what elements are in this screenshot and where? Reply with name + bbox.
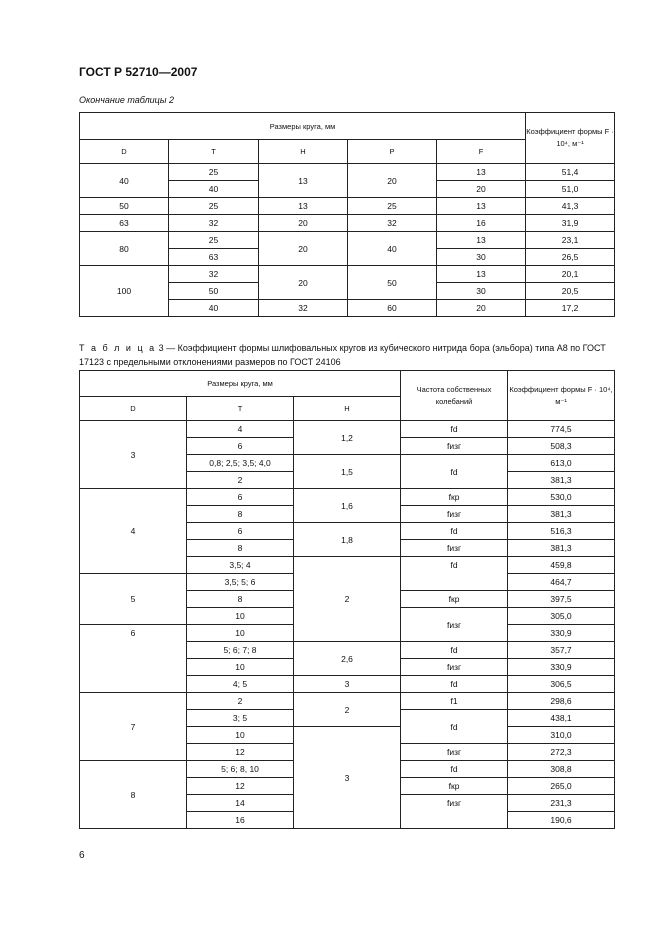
cell: 3; 5 [187, 710, 294, 727]
cell: 5; 6; 7; 8 [187, 642, 294, 659]
cell: 774,5 [508, 421, 615, 438]
t2-col-f: F [437, 140, 526, 164]
t3-group-header: Размеры круга, мм [80, 371, 401, 397]
cell: 1,5 [294, 455, 401, 489]
cell: 63 [80, 215, 169, 232]
cell: 7 [80, 693, 187, 761]
cell: 2,6 [294, 642, 401, 676]
table-row [80, 489, 615, 506]
table-row [80, 421, 615, 438]
cell: 16 [187, 812, 294, 829]
cell: 330,9 [508, 659, 615, 676]
cell: f1 [401, 693, 508, 710]
table-row [80, 232, 615, 249]
cell: 3 [294, 727, 401, 829]
cell: 438,1 [508, 710, 615, 727]
cell: 6 [80, 625, 187, 693]
cell: 8 [187, 506, 294, 523]
cell: 60 [348, 300, 437, 317]
table-row [80, 266, 615, 283]
cell: 3 [80, 421, 187, 489]
cell: 40 [169, 181, 259, 198]
cell: 10 [187, 727, 294, 744]
cell: 13 [437, 232, 526, 249]
cell: 2 [187, 472, 294, 489]
cell: 3,5; 5; 6 [187, 574, 294, 591]
cell: 32 [169, 266, 259, 283]
cell: 8 [80, 761, 187, 829]
cell: 20 [437, 181, 526, 198]
cell: fd [401, 557, 508, 591]
cell: 516,3 [508, 523, 615, 540]
t2-col-t: T [169, 140, 259, 164]
cell: 5; 6; 8, 10 [187, 761, 294, 778]
cell: fd [401, 421, 508, 438]
cell: 31,9 [526, 215, 615, 232]
table-row [80, 164, 615, 181]
t2-col-p: P [348, 140, 437, 164]
cell: 231,3 [508, 795, 615, 812]
cell: fкр [401, 778, 508, 795]
cell: 2 [187, 693, 294, 710]
cell: 23,1 [526, 232, 615, 249]
cell: 4 [80, 489, 187, 574]
cell: 25 [169, 164, 259, 181]
table3-caption-text: 3 — Коэффициент формы шлифовальных кругов из кубического нитрида бора (эльбора) типа А8 по ГОСТ 17123 с предельными отклонениями размеров по ГОСТ 24106 [79, 343, 606, 367]
table2-caption: Окончание таблицы 2 [79, 95, 174, 105]
cell: 613,0 [508, 455, 615, 472]
cell: fизг [401, 540, 508, 557]
cell: 298,6 [508, 693, 615, 710]
cell: 26,5 [526, 249, 615, 266]
cell: 13 [437, 266, 526, 283]
table3-caption [79, 341, 614, 369]
cell: 10 [187, 625, 294, 642]
cell: 272,3 [508, 744, 615, 761]
cell: fd [401, 455, 508, 489]
cell: 4; 5 [187, 676, 294, 693]
cell: 6 [187, 523, 294, 540]
cell: 13 [259, 198, 348, 215]
cell: 310,0 [508, 727, 615, 744]
cell: 80 [80, 232, 169, 266]
table-row [80, 198, 615, 215]
t2-group-header: Размеры круга, мм [80, 113, 526, 140]
cell: 330,9 [508, 625, 615, 642]
cell: 381,3 [508, 540, 615, 557]
t3-col-t: T [187, 397, 294, 421]
cell: 5 [80, 574, 187, 625]
cell: 305,0 [508, 608, 615, 625]
t3-col-d: D [80, 397, 187, 421]
table3-caption-lead: Т а б л и ц а [79, 343, 157, 353]
document-code: ГОСТ Р 52710—2007 [79, 65, 198, 79]
cell: 381,3 [508, 472, 615, 489]
table-row [80, 693, 615, 710]
cell: 63 [169, 249, 259, 266]
cell: 13 [259, 164, 348, 198]
cell: fd [401, 761, 508, 778]
cell: 14 [187, 795, 294, 812]
cell: fd [401, 642, 508, 659]
cell: 32 [348, 215, 437, 232]
cell: 16 [437, 215, 526, 232]
cell: 530,0 [508, 489, 615, 506]
cell: 50 [169, 283, 259, 300]
t2-col-h: H [259, 140, 348, 164]
cell: 25 [348, 198, 437, 215]
cell: 13 [437, 198, 526, 215]
cell: 464,7 [508, 574, 615, 591]
cell: fd [401, 676, 508, 693]
cell: 20,1 [526, 266, 615, 283]
cell: 190,6 [508, 812, 615, 829]
cell: 2 [294, 557, 401, 642]
cell: 308,8 [508, 761, 615, 778]
cell: fd [401, 523, 508, 540]
cell: 4 [187, 421, 294, 438]
cell: 1,6 [294, 489, 401, 523]
cell: 17,2 [526, 300, 615, 317]
t2-coef-header: Коэффициент формы F · 10⁴, м⁻¹ [526, 113, 615, 164]
cell: 20 [437, 300, 526, 317]
cell: 2 [294, 693, 401, 727]
t3-coef-header: Коэффициент формы F · 10⁴, м⁻¹ [508, 371, 615, 421]
cell: 6 [187, 438, 294, 455]
cell: 41,3 [526, 198, 615, 215]
cell: 50 [348, 266, 437, 300]
cell: 1,2 [294, 421, 401, 455]
t3-freq-header: Частота собственных колебаний [401, 371, 508, 421]
cell: fизг [401, 659, 508, 676]
cell: 306,5 [508, 676, 615, 693]
cell: 8 [187, 591, 294, 608]
cell: 12 [187, 744, 294, 761]
cell: 30 [437, 283, 526, 300]
cell: 508,3 [508, 438, 615, 455]
cell: 8 [187, 540, 294, 557]
cell: 0,8; 2,5; 3,5; 4,0 [187, 455, 294, 472]
cell: 12 [187, 778, 294, 795]
t3-col-h: H [294, 397, 401, 421]
cell: 10 [187, 659, 294, 676]
cell: 51,4 [526, 164, 615, 181]
cell: 40 [80, 164, 169, 198]
cell: fизг [401, 506, 508, 523]
cell: fизг [401, 795, 508, 829]
cell: 50 [80, 198, 169, 215]
t2-col-d: D [80, 140, 169, 164]
cell: 100 [80, 266, 169, 317]
cell: 20 [348, 164, 437, 198]
cell: fизг [401, 608, 508, 642]
cell: 265,0 [508, 778, 615, 795]
cell: 32 [259, 300, 348, 317]
cell: fd [401, 710, 508, 744]
cell: 25 [169, 232, 259, 249]
cell: 40 [169, 300, 259, 317]
cell: 20 [259, 215, 348, 232]
cell: 20 [259, 232, 348, 266]
page-number: 6 [79, 850, 85, 861]
cell: 6 [187, 489, 294, 506]
cell: 357,7 [508, 642, 615, 659]
cell: 32 [169, 215, 259, 232]
table3 [79, 370, 615, 829]
cell: 30 [437, 249, 526, 266]
cell: 20 [259, 266, 348, 300]
cell: 381,3 [508, 506, 615, 523]
cell: 459,8 [508, 557, 615, 574]
cell: 40 [348, 232, 437, 266]
cell: fизг [401, 744, 508, 761]
cell: 10 [187, 608, 294, 625]
cell: 3 [294, 676, 401, 693]
cell: fизг [401, 438, 508, 455]
cell: fкр [401, 591, 508, 608]
cell: 51,0 [526, 181, 615, 198]
cell: 13 [437, 164, 526, 181]
cell: 20,5 [526, 283, 615, 300]
table2 [79, 112, 615, 317]
cell: 1,8 [294, 523, 401, 557]
cell: 3,5; 4 [187, 557, 294, 574]
cell: 397,5 [508, 591, 615, 608]
cell: 25 [169, 198, 259, 215]
cell: fкр [401, 489, 508, 506]
table-row [80, 215, 615, 232]
